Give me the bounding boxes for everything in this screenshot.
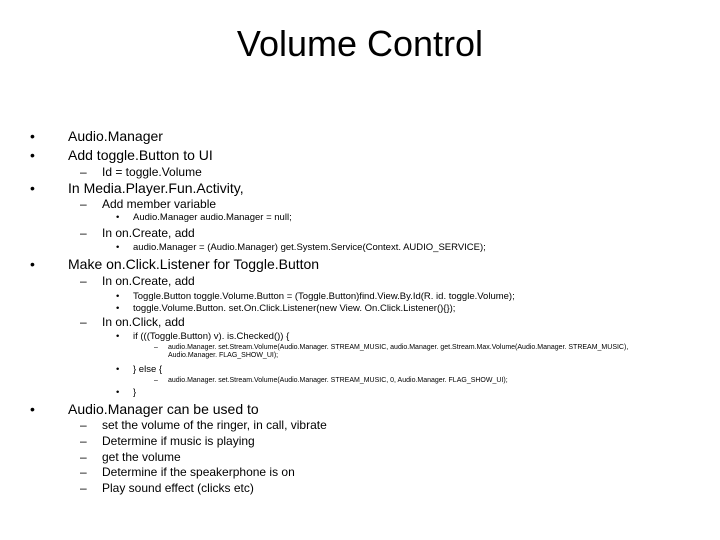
list-item: toggle.Volume.Button. set.On.Click.Listener(new View. On.Click.Listener(){}); (133, 303, 456, 314)
list-item: Add toggle.Button to UI (68, 147, 213, 163)
bullet-dash: – (80, 226, 87, 240)
list-item: Determine if music is playing (102, 434, 255, 448)
list-item: if (((Toggle.Button) v). is.Checked()) { (133, 331, 290, 342)
bullet-dash: – (154, 377, 158, 384)
bullet-dot: • (116, 242, 120, 253)
list-item: audio.Manager. set.Stream.Volume(Audio.Manager. STREAM_MUSIC, audio.Manager. get.Stream.Max.Volume(Audio.Manager. STREAM_MUSIC), (168, 344, 629, 351)
list-item: In on.Click, add (102, 315, 185, 329)
bullet-dot: • (116, 387, 120, 398)
bullet-dot: • (116, 364, 120, 375)
list-item: In on.Create, add (102, 274, 195, 288)
list-item: audio.Manager = (Audio.Manager) get.System.Service(Context. AUDIO_SERVICE); (133, 242, 486, 253)
bullet-dot: • (30, 147, 35, 163)
bullet-dot: • (116, 291, 120, 302)
bullet-dot: • (30, 180, 35, 196)
list-item: In Media.Player.Fun.Activity, (68, 180, 244, 196)
bullet-dash: – (80, 481, 87, 495)
list-item: } else { (133, 364, 163, 375)
list-item: Play sound effect (clicks etc) (102, 481, 254, 495)
bullet-dash: – (80, 165, 87, 179)
slide-title: Volume Control (236, 23, 484, 64)
list-item: Add member variable (102, 197, 217, 211)
list-item: Id = toggle.Volume (102, 165, 202, 179)
bullet-dash: – (80, 315, 87, 329)
list-item: In on.Create, add (102, 226, 195, 240)
list-item: Make on.Click.Listener for Toggle.Button (68, 256, 320, 272)
list-item: Toggle.Button toggle.Volume.Button = (Toggle.Button)find.View.By.Id(R. id. toggle.Volume); (133, 291, 515, 302)
list-item: Audio.Manager. FLAG_SHOW_UI); (168, 352, 279, 359)
bullet-dash: – (80, 434, 87, 448)
list-item: } (133, 387, 137, 398)
bullet-dash: – (80, 274, 87, 288)
list-item: set the volume of the ringer, in call, vibrate (102, 418, 327, 432)
bullet-dot: • (30, 128, 35, 144)
list-item: get the volume (102, 450, 181, 464)
list-item: audio.Manager. set.Stream.Volume(Audio.Manager. STREAM_MUSIC, 0, Audio.Manager. FLAG_SHOW_UI); (168, 377, 508, 384)
list-item: Audio.Manager (68, 128, 163, 144)
bullet-dash: – (80, 465, 87, 479)
bullet-dash: – (80, 418, 87, 432)
bullet-dot: • (116, 331, 120, 342)
bullet-dot: • (30, 256, 35, 272)
list-item: Determine if the speakerphone is on (102, 465, 295, 479)
bullet-dash: – (80, 197, 87, 211)
bullet-dash: – (154, 344, 158, 351)
bullet-dash: – (80, 450, 87, 464)
list-item: Audio.Manager can be used to (68, 401, 259, 417)
bullet-dot: • (116, 303, 120, 314)
bullet-dot: • (30, 401, 35, 417)
list-item: Audio.Manager audio.Manager = null; (133, 212, 292, 223)
bullet-dot: • (116, 212, 120, 223)
